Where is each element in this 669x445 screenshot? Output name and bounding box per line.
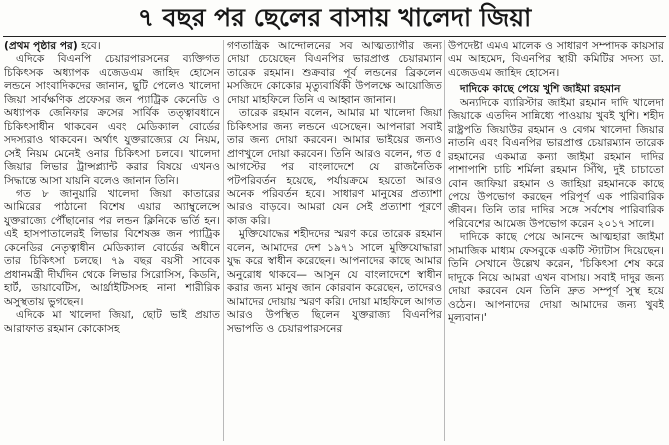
paragraph: দাদিকে কাছে পেয়ে আনন্দে আত্মহারা জাইমা সামাজিক মাধ্যম ফেসবুকে একটি স্ট্যাটাস দিয়েছেন। তিনি সেখানে উল্লেখ করেন, 'চিকিৎসা শেষ করে দাদুকে নিয়ে আমরা এখন বাসায়। সবাই দাদুর জন্য দোয়া করবেন যেন তিনি দ্রুত সম্পূর্ণ সুস্থ হয়ে ওঠেন। আপনাদের দোয়া আমাদের জন্য খুবই মূল্যবান।'	[448, 231, 664, 325]
paragraph: এদিকে মা খালেদা জিয়া, ছোট ভাই প্রয়াত আরাফাত রহমান কোকোসহ	[4, 309, 220, 335]
paragraph: এদিকে বিএনপি চেয়ারপারসনের ব্যক্তিগত চিকিৎসক অধ্যাপক এজেডএম জাহিদ হোসেন লন্ডনে সাংবাদিকদের জানান, ছুটি পেলেও খালেদা জিয়া সার্বক্ষণিক প্রফেসর জন প্যাট্রিক কেনেডি ও অধ্যাপক জেনিফার ক্রসের সার্বিক তত্ত্বাবধানে চিকিৎসাধীন থাকবেন এবং মেডিক্যাল বোর্ডের সদস্যরাও থাকবেন। অর্থাৎ যুক্তরাজ্যের যে নিয়ম, সেই নিয়ম মেনেই ওনার চিকিৎসা চলবে। খালেদা জিয়ার লিভার ট্রান্সপ্ল্যান্ট করার বিষয়ে এখনও সিদ্ধান্তে আসা যায়নি বলেও জানান তিনি।	[4, 53, 220, 187]
column-divider	[223, 40, 224, 441]
headline-rule	[3, 36, 666, 37]
paragraph-text: হবে।	[77, 40, 101, 52]
paragraph: উপদেষ্টা এমএ মালেক ও সাধারণ সম্পাদক কায়সার এম আহমেদ, বিএনপির স্থায়ী কমিটির সদস্য ডা. এজেডএম জাহিদ হোসেন।	[448, 40, 664, 79]
paragraph: অন্যদিকে ব্যারিস্টার জাইমা রহমান দাদি খালেদা জিয়াকে এতদিন সান্নিধ্যে পাওয়ায় খুবই খুশি। শহীদ রাষ্ট্রপতি জিয়াউর রহমান ও বেগম খালেদা জিয়ার নাতনি এবং বিএনপির ভারপ্রাপ্ত চেয়ারম্যান তারেক রহমানের একমাত্র কন্যা জাইমা রহমান দাদির পাশাপাশি চাচি শর্মিলা রহমান সিঁথি, দুই চাচাতো বোন জাফিয়া রহমান ও জাহিয়া রহমানকে কাছে পেয়ে উপভোগ করছেন পরিপূর্ণ এক পারিবারিক জীবন। তিনি তার দাদির সঙ্গে সর্বশেষ পারিবারিক পরিবেশের আমেজ উপভোগ করেন ২০১৭ সালে।	[448, 96, 664, 230]
headline: ৭ বছর পর ছেলের বাসায় খালেদা জিয়া	[137, 3, 532, 32]
paragraph: মুক্তিযোদ্ধের শহীদদের স্মরণ করে তারেক রহমান বলেন, আমাদের দেশ ১৯৭১ সালে মুক্তিযোদ্ধারা যুদ্ধ করে স্বাধীন করেছেন। আপনাদের কাছে আমার অনুরোধ থাকবে— আসুন যে বাংলাদেশে স্বাধীন করার জন্য মানুষ জান কোরবান করেছেন, তাদেরও আমাদের দোয়ায় স্মরণ করি। দোয়া মাহফিলে আগত আরও উপস্থিত ছিলেন যুক্তরাজ্য বিএনপির সভাপতি ও চেয়ারপারসনের	[227, 228, 442, 335]
paragraph: তারেক রহমান বলেন, আমার মা খালেদা জিয়া চিকিৎসার জন্য লন্ডনে এসেছেন। আপনারা সবাই তার জন্য দোয়া করবেন। আমার ভাইয়ের জন্যও প্রাণখুলে দোয়া করবেন। তিনি আরও বলেন, গত ৫ আগস্টের পর বাংলাদেশে যে রাজনৈতিক পটপরিবর্তন হয়েছে, পর্যায়ক্রমে হয়তো আরও অনেক পরিবর্তন হবে। সাধারণ মানুষের প্রত্যাশা আরও বাড়বে। আমরা যেন সেই প্রত্যাশা পূরণে কাজ করি।	[227, 107, 442, 227]
article-column-3	[448, 40, 664, 443]
column-divider	[444, 40, 445, 441]
article-column-2	[227, 40, 442, 443]
paragraph: গত ৮ জানুয়ারি খালেদা জিয়া কাতারের আমিরের পাঠানো বিশেষ এয়ার অ্যাম্বুলেন্সে যুক্তরাজ্যে পৌঁছানোর পর লন্ডন ক্লিনিকে ভর্তি হন। এই হাসপাতালেরই লিভার বিশেষজ্ঞ জন প্যাট্রিক কেনেডির নেতৃত্বাধীন মেডিক্যাল বোর্ডের অধীনে তার চিকিৎসা চলছে। ৭৯ বছর বয়সী সাবেক প্রধানমন্ত্রী দীর্ঘদিন থেকে লিভার সিরোসিস, কিডনি, হার্ট, ডায়াবেটিস, আর্থ্রাইটিসসহ নানা শারীরিক অসুস্থতায় ভুগছেন।	[4, 187, 220, 308]
article-column-1	[4, 40, 220, 443]
continuation-label: (প্রথম পৃষ্ঠার পর)	[4, 40, 78, 52]
subheading: দাদিকে কাছে পেয়ে খুশি জাইমা রহমান	[460, 83, 621, 96]
paragraph	[4, 40, 220, 53]
paragraph: গণতান্ত্রিক আন্দোলনের সব আত্মত্যাগীর জন্য দোয়া চেয়েছেন বিএনপির ভারপ্রাপ্ত চেয়ারম্যান তারেক রহমান। শুক্রবার পূর্ব লন্ডনের ব্রিকলেন মসজিদে কোকোর মৃত্যুবার্ষিকী উপলক্ষে আয়োজিত দোয়া মাহফিলে তিনি এ আহ্বান জানান।	[227, 40, 442, 106]
